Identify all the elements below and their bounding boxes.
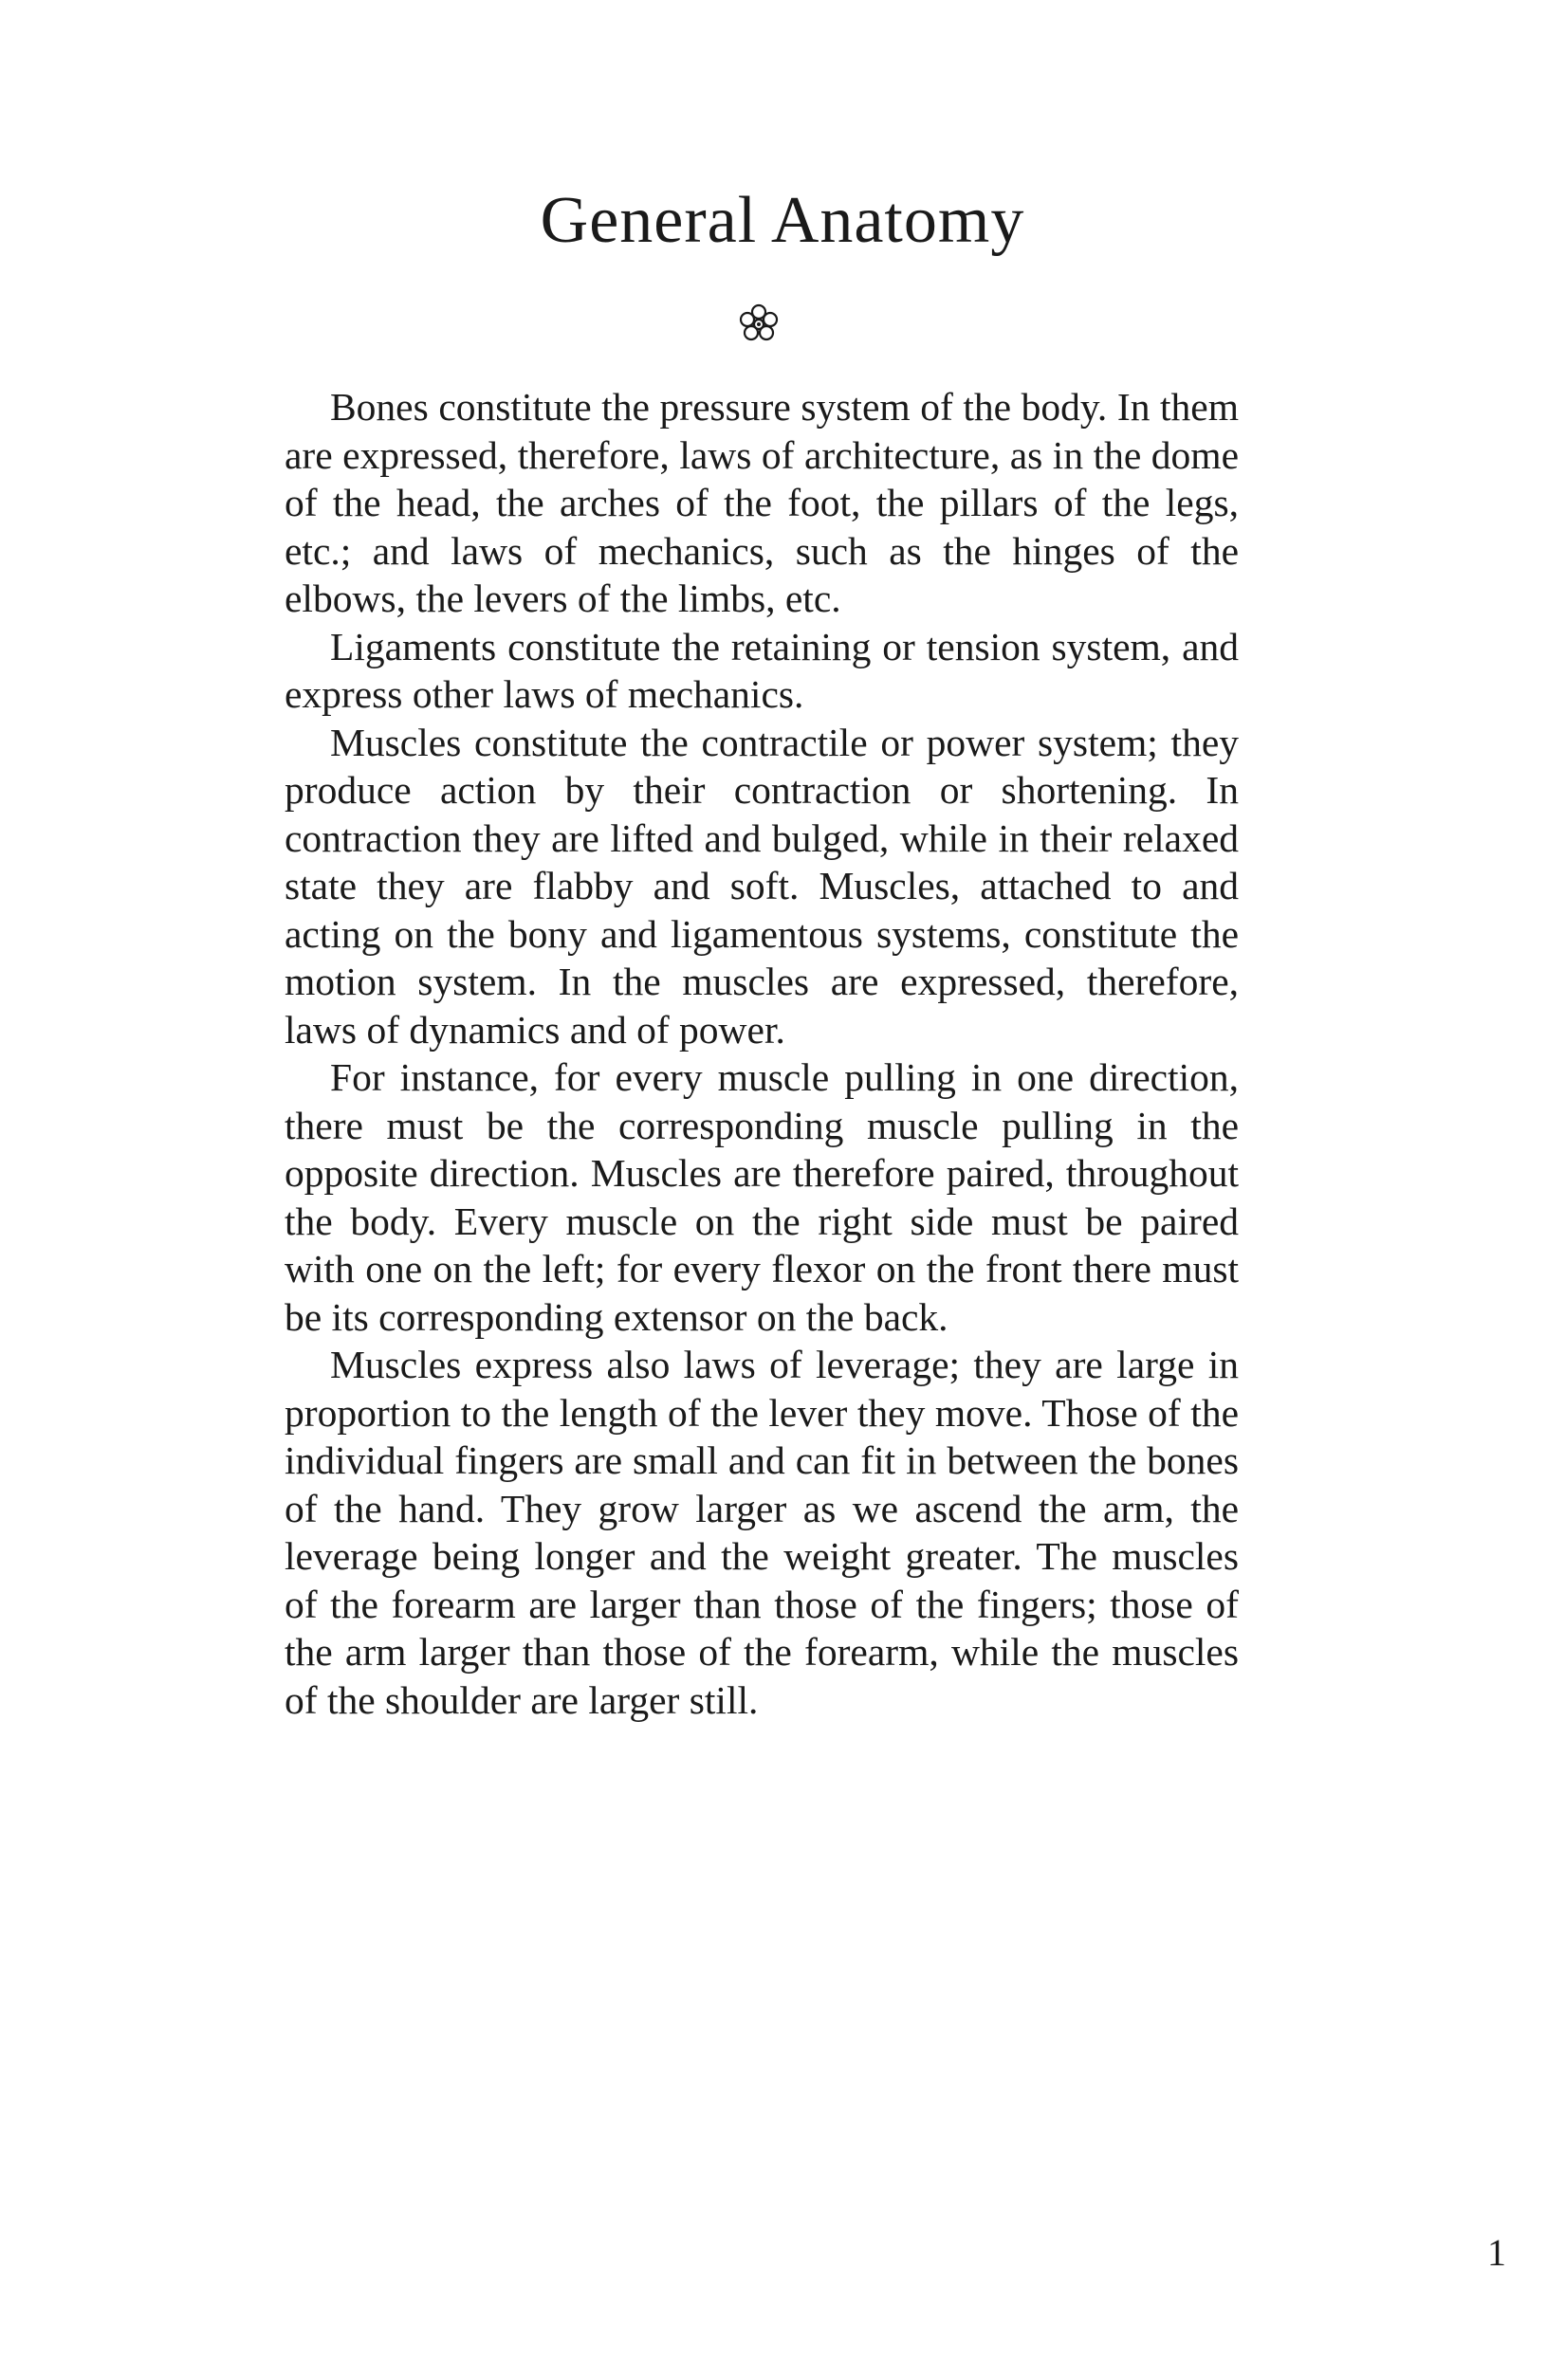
paragraph: Muscles express also laws of leverage; they are large in proportion to the length of the lever they move. Those of the individual fingers are small and can fit in between the bones of the hand. They grow larger as we ascend the arm, the leverage being longer and the weight greater. The muscles of the forearm are larger than those of the fingers; those of the arm larger than those of the forearm, while the muscles of the shoulder are larger still. (285, 1343, 1239, 1722)
page-number: 1 (1487, 2231, 1506, 2274)
paragraph: For instance, for every muscle pulling in one direction, there must be the corresponding muscle pulling in the opposite direction. Muscles are therefore paired, throughout the body. Every muscle on the right side must be paired with one on the left; for every flexor on the front there must be its corresponding extensor on the back. (285, 1055, 1239, 1339)
body-text (285, 383, 1239, 1724)
page-title: General Anatomy (540, 184, 1025, 257)
rosette-icon (736, 302, 782, 347)
paragraph: Ligaments constitute the retaining or tension system, and express other laws of mechanics. (285, 624, 1239, 716)
paragraph: Muscles constitute the contractile or power system; they produce action by their contraction or shortening. In contraction they are lifted and bulged, while in their relaxed state they are flabby and soft. Muscles, attached to and acting on the bony and ligamentous systems, constitute the motion system. In the muscles are expressed, therefore, laws of dynamics and of power. (285, 720, 1239, 1052)
paragraph: Bones constitute the pressure system of the body. In them are expressed, therefore, laws of architecture, as in the dome of the head, the arches of the foot, the pillars of the legs, etc.; and laws of mechanics, such as the hinges of the elbows, the levers of the limbs, etc. (285, 385, 1239, 620)
